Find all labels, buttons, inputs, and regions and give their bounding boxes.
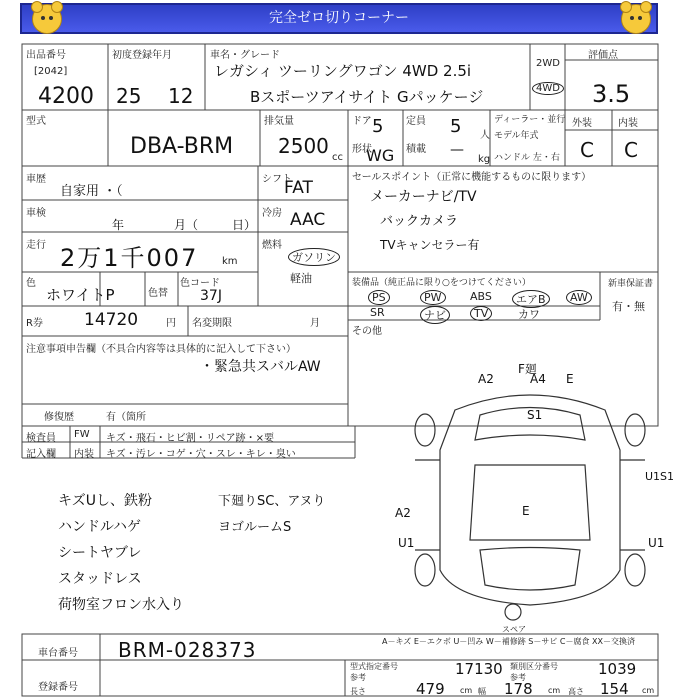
cat-no-label: 類別区分番号 xyxy=(510,662,558,671)
equip-ps: PS xyxy=(368,290,390,305)
mileage-label: 走行 xyxy=(26,240,46,251)
grade-label: 評価点 xyxy=(588,50,618,61)
doors-label: ドア xyxy=(352,116,372,127)
displacement-unit: cc xyxy=(332,152,343,163)
lot-number: 4200 xyxy=(38,84,94,109)
shape-label: 形状 xyxy=(352,144,372,155)
lot-label: 出品番号 xyxy=(26,50,66,61)
fuel-value: ガソリン xyxy=(288,248,340,266)
warranty-value: 有・無 xyxy=(612,300,645,313)
equip-sr: SR xyxy=(370,306,385,319)
width-value: 178 xyxy=(504,680,533,698)
interior-value: C xyxy=(624,138,638,162)
lot-sub: [2042] xyxy=(34,66,68,77)
model-no-sub: 参考 xyxy=(350,673,366,682)
height-value: 154 xyxy=(600,680,629,698)
mark-a4: A4 xyxy=(530,372,546,386)
length-unit: cm xyxy=(460,686,473,695)
equip-leather: カワ xyxy=(518,308,540,321)
cat-no-value: 1039 xyxy=(598,660,637,678)
color-code-value: 37J xyxy=(200,288,222,304)
shaken-day: 日） xyxy=(232,218,257,232)
notes-value: ・緊急共スバルAW xyxy=(200,359,321,375)
warranty-label: 新車保証書 xyxy=(608,279,654,289)
displacement-label: 排気量 xyxy=(264,116,294,127)
notes-label: 注意事項申告欄（不具合内容等は具体的に記入して下さい） xyxy=(26,344,296,355)
inspector-label: 検査員 xyxy=(26,433,56,444)
entry-interior: 内装 xyxy=(74,449,94,460)
length-value: 479 xyxy=(416,680,445,698)
entry-label: 記入欄 xyxy=(26,449,56,460)
mark-e-roof: E xyxy=(522,504,530,518)
model-no-label: 型式指定番号 xyxy=(350,662,398,671)
drive-4wd: 4WD xyxy=(532,82,564,95)
banner-title: 完全ゼロ切りコーナー xyxy=(269,10,409,26)
inspector-items: キズ・飛石・ヒビ割・リペア跡・×要 xyxy=(106,433,274,444)
sales-line-3: TVキャンセラー有 xyxy=(380,238,480,252)
recycle-value: 14720 xyxy=(84,310,139,330)
remark-5: 荷物室フロン水入り xyxy=(58,597,184,613)
car-line1: レガシィ ツーリングワゴン 4WD 2.5i xyxy=(214,62,472,80)
mileage-value: 2万1千007 xyxy=(60,244,199,272)
equip-pw: PW xyxy=(420,290,446,305)
mark-u1s1: U1S1 xyxy=(645,470,675,483)
chassis-label: 車台番号 xyxy=(38,648,78,659)
shaken-year: 年 xyxy=(112,218,125,232)
remark-4: スタッドレス xyxy=(58,571,142,587)
first-reg-year: 25 xyxy=(116,84,142,108)
shift-label: シフト xyxy=(262,174,292,185)
sales-label: セールスポイント（正常に機能するものに限ります） xyxy=(352,172,592,183)
spare-label: スペア xyxy=(502,625,526,634)
repair-value: 有（箇所 xyxy=(106,412,146,423)
shape-value: WG xyxy=(366,146,395,165)
doors-value: 5 xyxy=(372,116,384,137)
width-unit: cm xyxy=(548,686,561,695)
mark-s1: S1 xyxy=(527,408,543,422)
reg-label: 登録番号 xyxy=(38,682,78,693)
chassis-value: BRM-028373 xyxy=(118,638,257,662)
model-value: DBA-BRM xyxy=(130,134,234,159)
history-value: 自家用 ・（ xyxy=(60,184,123,199)
height-label: 高さ xyxy=(568,687,584,696)
fuel-opt2: 軽油 xyxy=(290,272,312,285)
ac-value: AAC xyxy=(290,210,326,230)
equip-aw: AW xyxy=(566,290,592,305)
mileage-unit: km xyxy=(222,256,238,267)
shaken-month: 月（ xyxy=(174,218,199,232)
capacity-label: 定員 xyxy=(406,116,426,127)
color-code-label: 色コード xyxy=(180,278,220,289)
history-label: 車歴 xyxy=(26,174,46,185)
dealer-label: ディーラー・並行 xyxy=(494,115,566,125)
color-change-label: 色替 xyxy=(148,288,168,299)
recycle-label: R券 xyxy=(26,318,43,329)
displacement-value: 2500 xyxy=(278,134,329,158)
length-label: 長さ xyxy=(350,687,366,696)
recycle-unit: 円 xyxy=(166,318,176,329)
interior-label: 内装 xyxy=(618,118,638,129)
shift-value: FAT xyxy=(284,178,313,198)
car-line2: Bスポーツアイサイト Gパッケージ xyxy=(250,88,484,106)
entry-items: キズ・汚レ・コゲ・穴・スレ・キレ・臭い xyxy=(106,449,296,460)
grade-value: 3.5 xyxy=(592,80,631,108)
width-label: 幅 xyxy=(478,687,486,696)
equip-navi: ナビ xyxy=(420,306,450,324)
ac-label: 冷房 xyxy=(262,208,282,219)
diagram-front-label: F廻 xyxy=(518,362,537,376)
damage-legend: A－キズ E－エクボ U－凹み W－補修跡 S－サビ C－腐食 XX－交換済 xyxy=(382,637,636,646)
model-label: 型式 xyxy=(26,116,46,127)
drive-2wd: 2WD xyxy=(536,58,560,69)
name-change-unit: 月 xyxy=(310,318,320,329)
equip-abs: ABS xyxy=(470,290,492,303)
color-label: 色 xyxy=(26,278,36,289)
remark-1: キズUし、鉄粉 xyxy=(58,493,152,509)
mark-u1-right: U1 xyxy=(648,536,665,550)
exterior-value: C xyxy=(580,138,594,162)
cat-no-sub: 参考 xyxy=(510,673,526,682)
capacity-value: 5 xyxy=(450,116,462,137)
mark-u1-left: U1 xyxy=(398,536,415,550)
equip-label: 装備品（純正品に限り○をつけてください） xyxy=(352,278,531,288)
mark-a2-front: A2 xyxy=(478,372,494,386)
remark-2: ハンドルハゲ xyxy=(58,519,142,535)
load-unit: kg xyxy=(478,154,491,165)
other-label: その他 xyxy=(352,326,382,337)
load-label: 積載 xyxy=(406,144,426,155)
model-no-value: 17130 xyxy=(455,660,503,678)
remark-right-1: 下廻りSC、アヌり xyxy=(218,494,326,509)
exterior-label: 外装 xyxy=(572,118,592,129)
name-change-label: 名変期限 xyxy=(192,318,232,329)
inspector-fw: FW xyxy=(74,429,90,440)
height-unit: cm xyxy=(642,686,655,695)
remark-3: シートヤブレ xyxy=(58,545,142,561)
remark-right-2: ヨゴルームS xyxy=(218,520,292,535)
handle-label: ハンドル 左・右 xyxy=(494,153,560,163)
first-reg-label: 初度登録年月 xyxy=(112,50,172,61)
equip-airbag: エアB xyxy=(512,290,550,308)
car-label: 車名・グレード xyxy=(210,50,280,61)
mark-a2-left: A2 xyxy=(395,506,411,520)
repair-label: 修復歴 xyxy=(44,412,74,423)
sales-line-1: メーカーナビ/TV xyxy=(370,189,477,205)
color-value: ホワイトP xyxy=(46,286,115,304)
equip-tv: TV xyxy=(470,306,492,321)
model-year-label: モデル年式 xyxy=(494,131,539,141)
sales-line-2: バックカメラ xyxy=(380,214,459,229)
first-reg-month: 12 xyxy=(168,84,194,108)
mark-e-front: E xyxy=(566,372,574,386)
shaken-label: 車検 xyxy=(26,208,46,219)
capacity-unit: 人 xyxy=(480,130,490,141)
fuel-label: 燃料 xyxy=(262,240,282,251)
load-value: — xyxy=(450,142,464,158)
